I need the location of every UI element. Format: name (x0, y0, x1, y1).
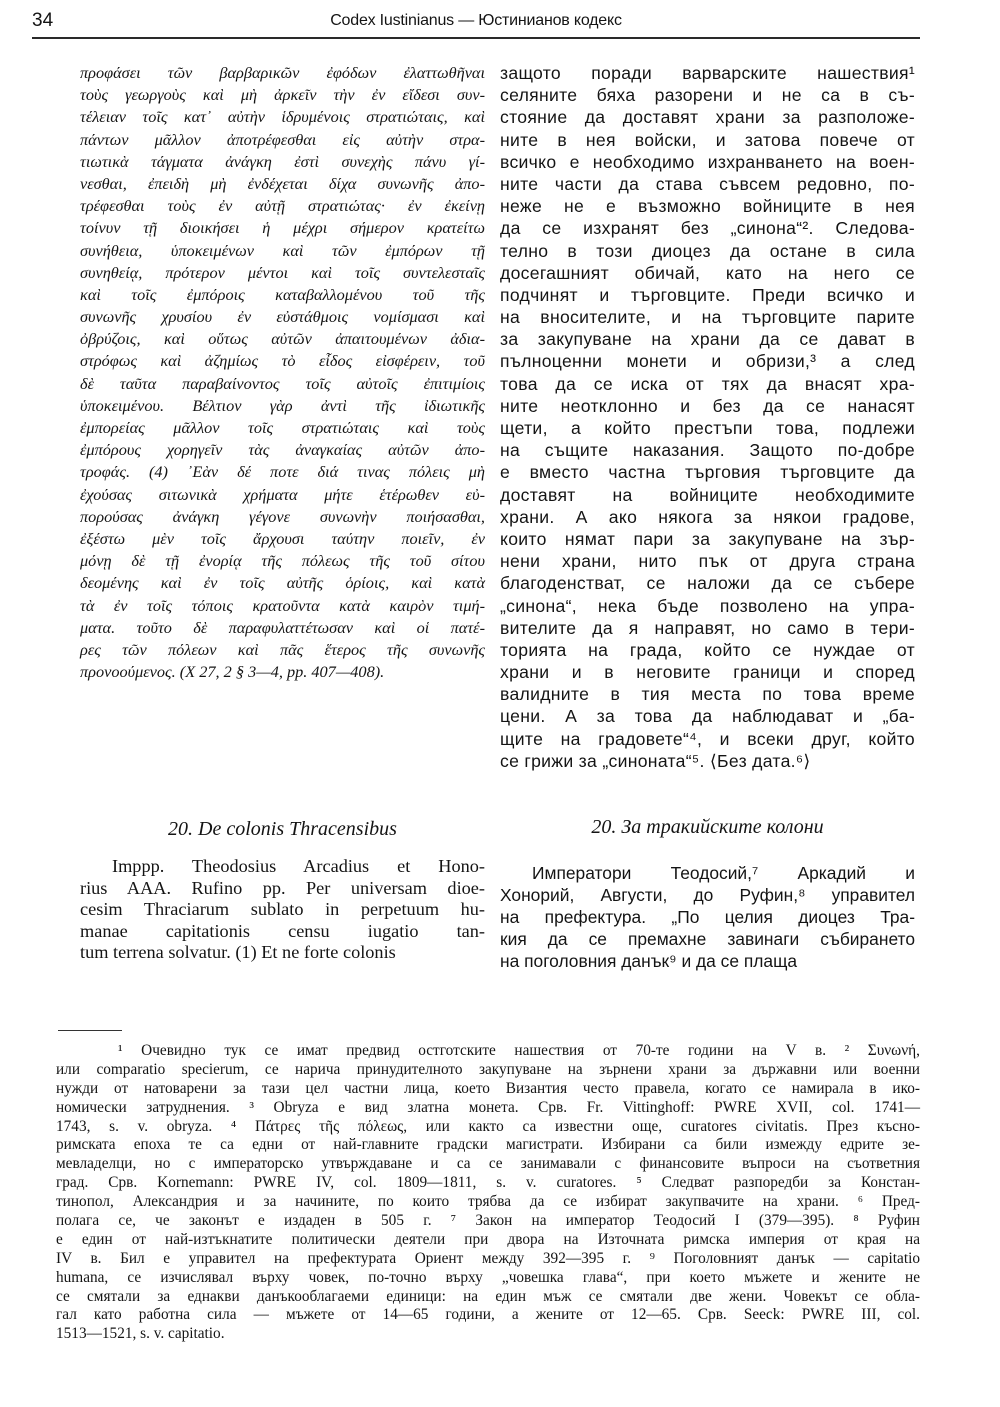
footnote-line: нужди от натоварени за тази цел частни лица, което Византия често правела, когато се намирала в ико- (56, 1079, 920, 1097)
latin-text-line: cesim Thraciarum sublato in perpetuum hu- (80, 899, 485, 919)
greek-text-line: συνωνῆς χρυσίου ἐν εὐστάθμοις νομίσμασι καὶ (80, 307, 485, 327)
greek-text-line: τὰ ἐν τοῖς τόποις κρατοῦντα κατὰ καιρὸν τιμή- (80, 595, 485, 615)
bulgarian-text-line: валидните в тия места по това време (500, 684, 915, 705)
bulgarian-text-line: благоденстват, се наложи да се събере (500, 573, 915, 594)
bulgarian-text-line: е вместо частна търговия търговците да (500, 462, 915, 483)
footnote-line: тинопол, Александрия и за начините, по които трябва да се избират закупвачите на храни. ⁶ Пред- (56, 1193, 920, 1211)
bulgarian-text-line: на същите наказания. Защото по-добре (500, 440, 915, 461)
bulgarian-text-line: щети, а който престъпи това, подлежи (500, 418, 915, 438)
greek-text-line: τέλειαν τοῖς κατ᾿ αὐτὴν ἱδρυμένοις στρατιώταις, καὶ (80, 107, 485, 127)
bulgarian-section-line: кия да се премахне завинаги събирането (500, 929, 915, 949)
footnote-line: 1743, s. v. obryza. ⁴ Πάτρες τῆς πόλεως, или както са известни още, curatores civitatis. През късно- (56, 1117, 920, 1135)
bulgarian-text-line: за закупуване на храни да се дават в (500, 329, 915, 350)
bulgarian-text-line: ните неотклонно и без да се нанасят (500, 395, 915, 416)
greek-text-line: καὶ τοῖς ἐμπόροις καταβαλλομένου τοῦ τῆς (80, 284, 485, 304)
greek-text-line: ἐχούσας σιτωνικὰ χρήματα μήτε ἑτέρωθεν εὐ- (80, 484, 485, 504)
bulgarian-text-line: телно в този диоцез да остане в сила (500, 240, 915, 261)
bulgarian-text-line: ните части да става съвсем редовно, по- (500, 173, 915, 194)
greek-text-line: ἐξέστω μὲν τοῖς ἄρχουσι ταύτην ποιεῖν, ἐν (80, 528, 485, 548)
greek-text-line: μόνῃ δὲ τῇ ἐνορίᾳ τῆς πόλεως τῆς τοῦ σίτου (80, 551, 485, 571)
greek-text-line: στρόφως καὶ ἀζημίως τὸ εἶδος εἰσφέρειν, τοῦ (80, 351, 485, 371)
greek-text-line: δεομένης καὶ ἐν τοῖς αὐτῆς ὁρίοις, καὶ κατὰ (80, 573, 485, 593)
bulgarian-text-line: се грижи за „синоната“⁵. ⟨Без дата.⁶⟩ (500, 750, 811, 771)
bulgarian-text-line: нени храни, нито пък от друга страна (500, 551, 915, 572)
latin-section-title: 20. De colonis Thracensibus (168, 818, 397, 840)
bulgarian-text-line: доставят на войниците необходимите (500, 484, 915, 505)
footnote-line: номически затруднения. ³ Obryza е вид златна монета. Срв. Fr. Vittinghoff: PWRE XVII, col. 1741— (56, 1098, 920, 1116)
footnote-separator (58, 1030, 122, 1031)
footnote-line: мевладелци, но с императорско утвърждаване и са се занимавали с финансовите въпроси на съответния (56, 1155, 920, 1173)
latin-text-line: manae capitationis censu iugatio tan- (80, 920, 485, 941)
greek-text-line: τιωτικὰ τάγματα ἀνάγκη ἐστὶ συνεχὴς πάνυ γί- (80, 151, 485, 171)
bulgarian-text-line: подчинят и търговците. Преди всичко и (500, 284, 915, 305)
greek-text-line: ὀβρύζοις, καὶ οὕτως αὐτῶν ἀπαιτουμένων ἀδια- (80, 329, 485, 349)
footnote-line: гал като работна сила — мъжете от 14—65 години, а жените от 12—65. Срв. Seeck: PWRE III, col. (56, 1306, 920, 1324)
bulgarian-translation-column (500, 62, 915, 772)
bulgarian-text-line: на вносителите, и на търговците парите (500, 307, 915, 328)
footnote-line: е един от най-изтъкнатите политически деятели при двора на Източната римска империя от края на (56, 1230, 920, 1248)
bulgarian-section-line: на префектура. „По целия диоцез Тра- (500, 907, 915, 927)
greek-text-line: ἐμπορείας μᾶλλον τοῖς στρατιώταις καὶ τοὺς (80, 418, 485, 437)
greek-text-line: τοὺς γεωργοὺς καὶ μὴ ἀρκεῖν τὴν ἐν εἴδεσι συν- (80, 85, 485, 105)
running-title: Codex Iustinianus — Юстинианов кодекс (330, 12, 622, 29)
bulgarian-text-line: храни и в неговите граници и според (500, 662, 915, 683)
bulgarian-text-line: стояние да доставят храни за разположе- (500, 107, 915, 128)
greek-text-line: ὑποκειμένου. Βέλτιον γὰρ ἀντὶ τῆς ἰδιωτικῆς (80, 395, 485, 415)
bulgarian-text-line: „синона“, нека бъде позволено на упра- (500, 595, 915, 616)
bulgarian-section-body (500, 862, 915, 972)
bulgarian-text-line: селяните бяха разорени и не са в съ- (500, 85, 915, 106)
bulgarian-text-line: защото поради варварските нашествия¹ (500, 63, 915, 83)
bulgarian-section-line: Хонорий, Августи, до Руфин,⁸ управител (500, 885, 915, 905)
bulgarian-text-line: ните в нея войски, и затова повече от (500, 129, 915, 150)
greek-text-line: προφάσει τῶν βαρβαρικῶν ἐφόδων ἐλαττωθῆναι (80, 63, 485, 82)
bulgarian-section-title: 20. За тракийските колони (591, 816, 824, 838)
bulgarian-text-line: цени. А за това да наблюдават и „ба- (500, 706, 915, 727)
footnote-line: полага се, че законът е издаден в 505 г. ⁷ Закон на император Теодосий I (379—395). ⁸ Руфин (56, 1212, 920, 1230)
greek-text-line: συνηθείᾳ, πρότερον μέντοι καὶ τοῖς συντελεσταῖς (80, 262, 485, 282)
latin-text-line: tum terrena solvatur. (1) Et ne forte colonis (80, 942, 396, 962)
bulgarian-text-line: торията на града, който се нуждае от (500, 639, 915, 660)
bulgarian-text-line: вителите да я направят, но само в тери- (500, 617, 915, 638)
greek-text-line: τοίνυν τῇ διοικήσει ἡ μέχρι σήμερον κρατείτω (80, 218, 485, 238)
greek-text-line: ἐμπόρους χορηγεῖν τὰς ἀναγκαίας αὐτῶν ἀπο- (80, 440, 485, 460)
footnote-line: град. Срв. Kornemann: PWRE IV, col. 1809—1811, s. v. curatores. ⁵ Следват разпоредби за Констан- (56, 1174, 920, 1192)
bulgarian-section-line: Императори Теодосий,⁷ Аркадий и (532, 863, 915, 883)
page-header (32, 10, 920, 40)
page-number: 34 (32, 10, 54, 31)
header-rule (32, 37, 920, 39)
footnote-line: 1513—1521, s. v. capitatio. (56, 1325, 225, 1343)
bulgarian-text-line: всичко е необходимо изхранването на воен- (500, 151, 915, 172)
greek-text-line: ρες τῶν πόλεων καὶ πᾶς ἕτερος τῆς συνωνῆς (80, 639, 485, 659)
footnote-line: humana, се изчислявал върху човек, по-точно върху „човешка глава“, при което мъжете и жените не (56, 1268, 920, 1286)
greek-text-line: δὲ ταῦτα παραβαίνοντος τοῖς αὐτοῖς ἐπιτιμίοις (80, 373, 485, 393)
bulgarian-text-line: храни. А ако някога за някои градове, (500, 506, 915, 527)
footnote-line: IV в. Бил е управител на префектурата Ориент между 392—395 г. ⁹ Поголовният данък — capitatio (56, 1249, 920, 1267)
latin-text-line: rius AAA. Rufino pp. Per universam dioe- (80, 877, 485, 898)
greek-text-line: συνήθεια, ὑποκειμένων καὶ τῶν ἐμπόρων τῇ (80, 240, 485, 260)
greek-text-line: ματα. τοῦτο δὲ παραφυλαττέτωσαν καὶ οἱ πατέ- (80, 617, 485, 637)
greek-text-line: τροφάς. (4) ᾿Εὰν δέ ποτε διά τινας πόλεις μὴ (80, 462, 485, 482)
footnote-line: ¹ Очевидно тук се имат предвид остготските нашествия от 70-те години на V в. ² Συνωνή, (118, 1042, 920, 1059)
footnotes (56, 1042, 920, 1344)
bulgarian-text-line: пълноценни монети и обризи,³ а след (500, 351, 915, 372)
greek-text-line: προνοούμενος. (X 27, 2 § 3—4, pp. 407—408). (80, 662, 385, 682)
greek-text-line: πάντων μᾶλλον ἀποτρέφεσθαι εἰς αὐτὴν στρα- (80, 129, 485, 149)
bulgarian-text-line: това да се иска от тях да внасят хра- (500, 373, 915, 394)
greek-text-line: νεσθαι, ἐπειδὴ μὴ ἐνδέχεται δίχα συνωνῆς ἀπο- (80, 173, 485, 193)
footnote-line: римската епоха те са едни от най-главните градски магистрати. Избирани са били измежду едрите зе- (56, 1136, 920, 1154)
bulgarian-text-line: щите на градовете“⁴, и всеки друг, който (500, 728, 915, 749)
greek-text-line: τρέφεσθαι τοὺς ἐν αὐτῇ στρατιώτας· ἐν ἐκείνῃ (80, 196, 485, 216)
bulgarian-text-line: досегашният обичай, като на него се (500, 262, 915, 283)
bulgarian-section-line: на поголовния данък⁹ и да се плаща (500, 951, 798, 971)
greek-text-column (80, 62, 485, 683)
latin-text-line: Imppp. Theodosius Arcadius et Hono- (112, 856, 485, 876)
latin-section-body (80, 856, 485, 964)
footnote-line: или comparatio specierum, се нарича принудителното закупуване на зърнени храни за държавни или военни (56, 1060, 920, 1078)
greek-text-line: πορούσας ἀνάγκη γέγονε συνωνὴν ποιήσασθαι, (80, 506, 485, 526)
bulgarian-text-line: които нямат пари за закупуване на зър- (500, 528, 915, 549)
footnote-line: се смятали за еднакви данъкооблагаеми единици: на един мъж се смятали две жени. Човекът се обла- (56, 1287, 920, 1305)
bulgarian-text-line: неже не е възможно войниците в нея (500, 196, 915, 217)
bulgarian-text-line: да се изхранят без „синона“². Следова- (500, 218, 915, 239)
